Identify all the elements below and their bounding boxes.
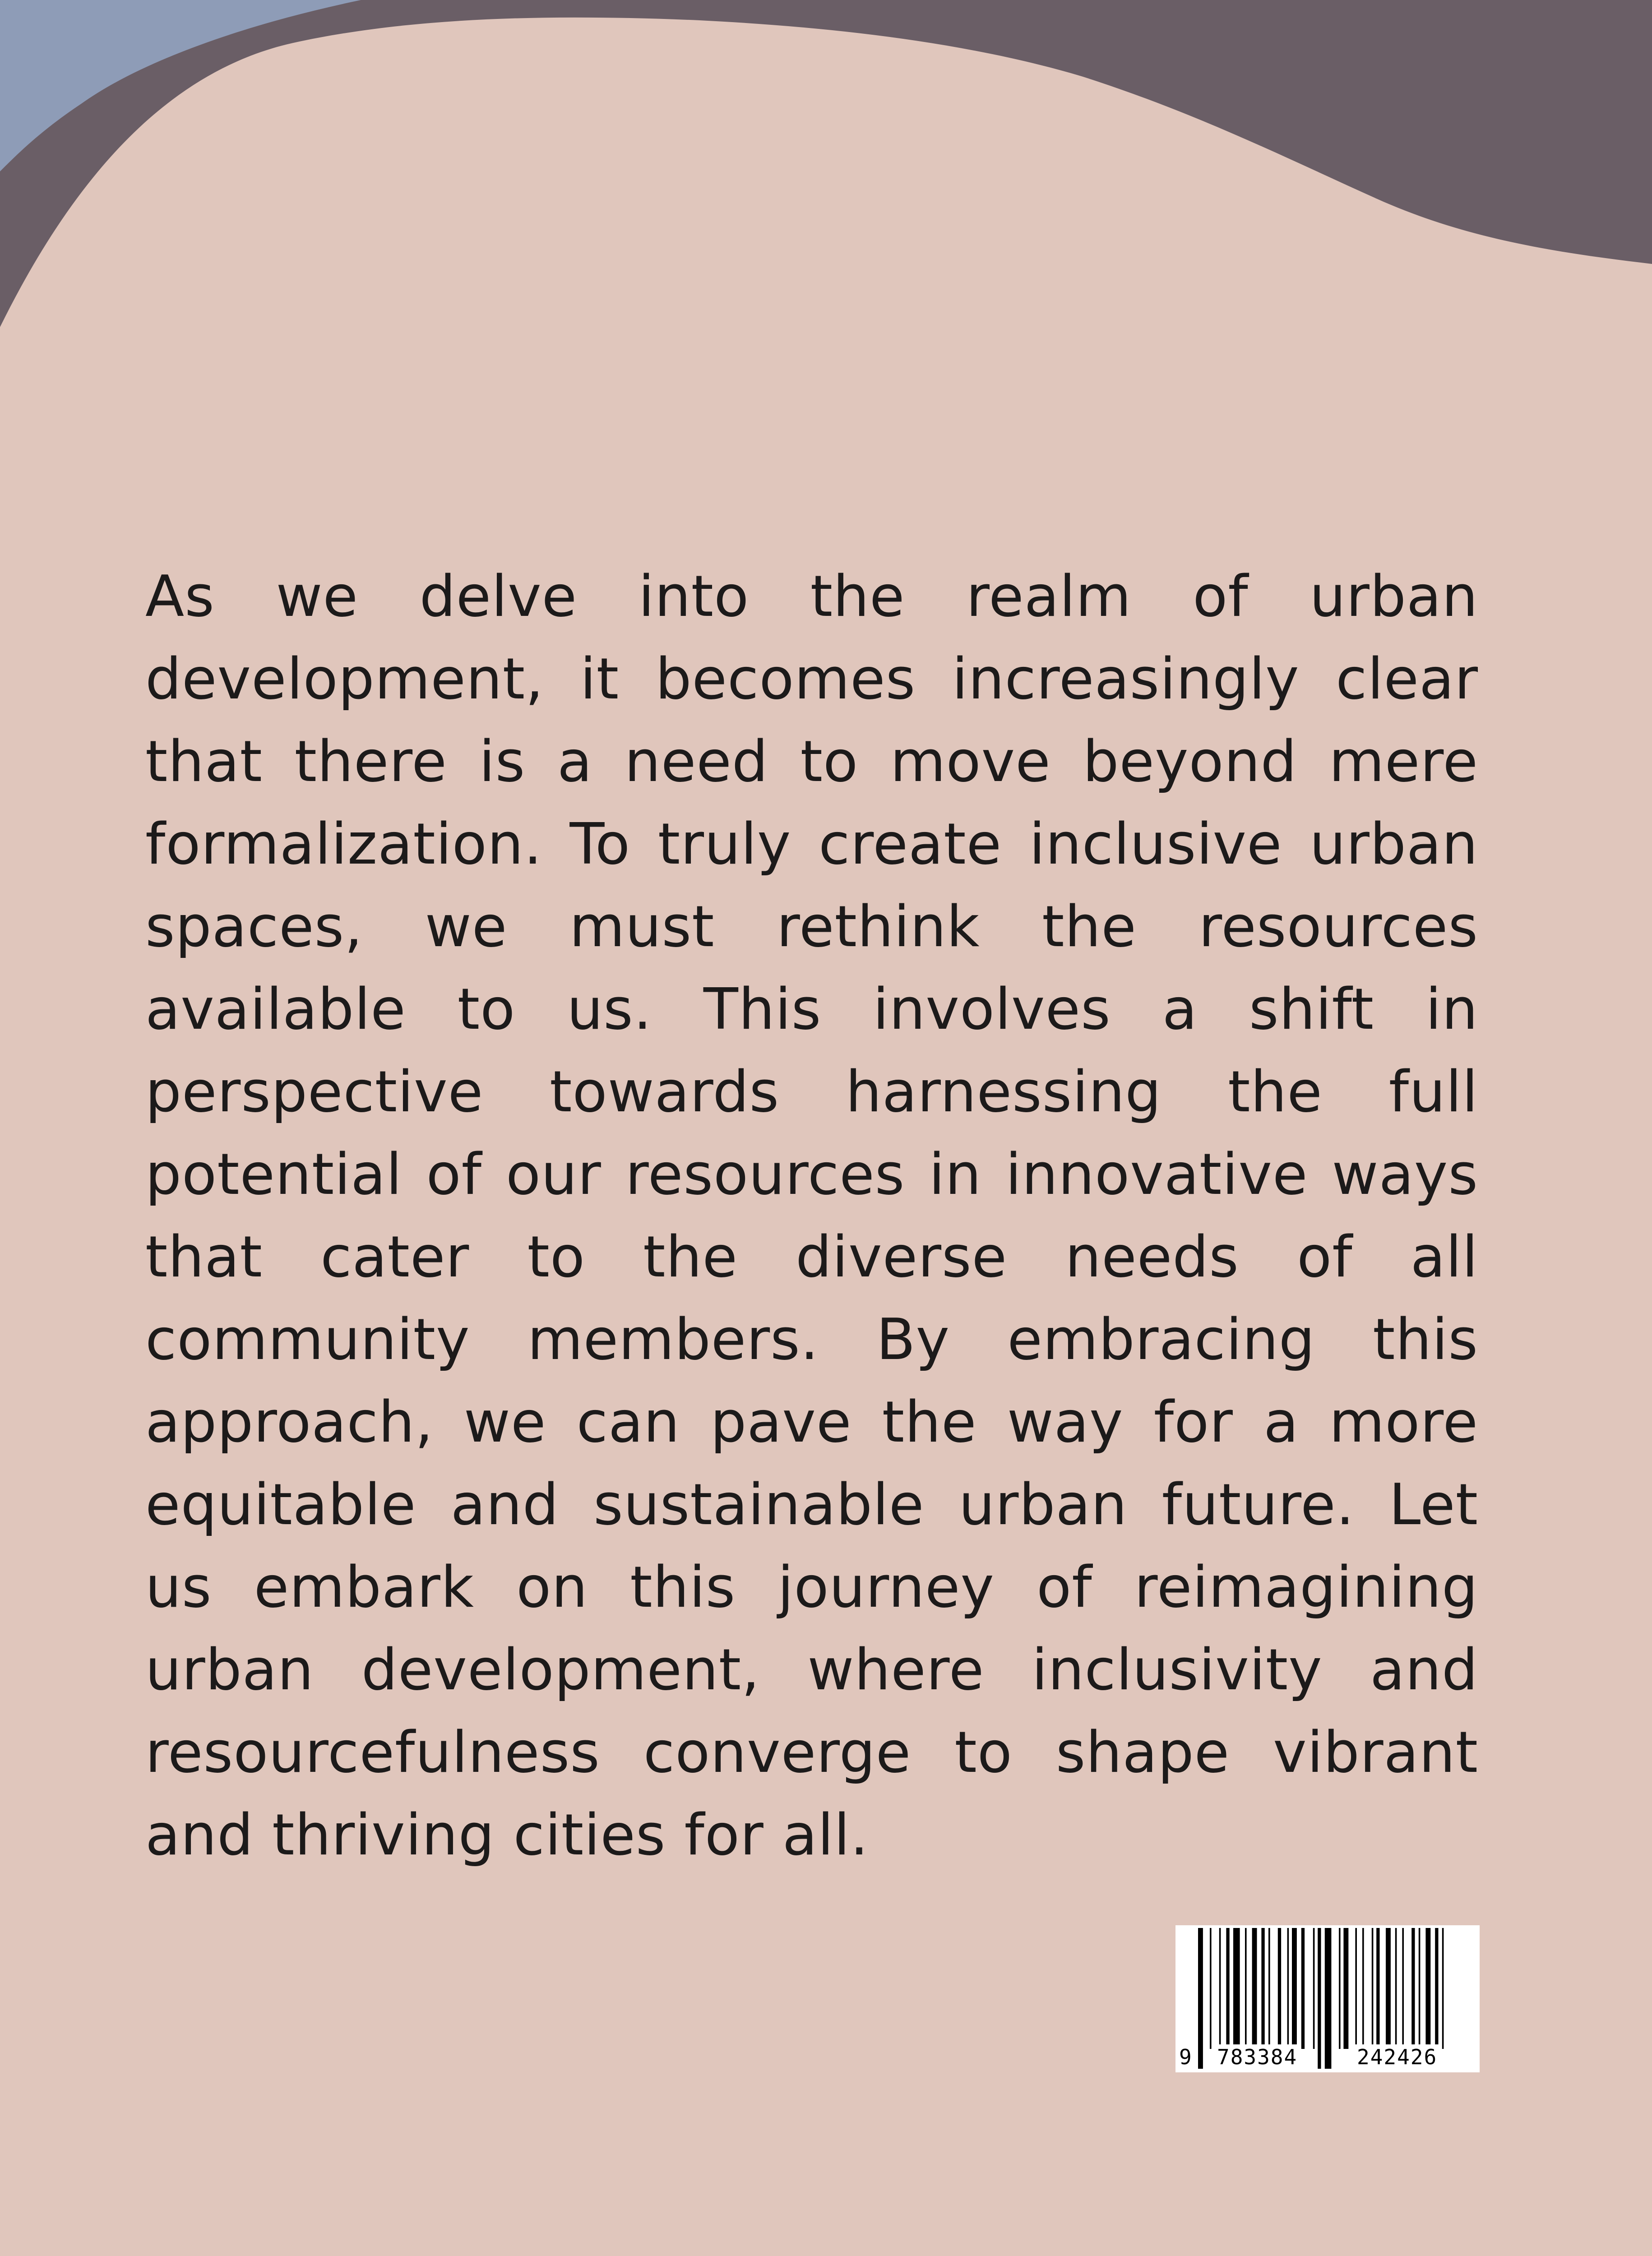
- barcode-bar: [1372, 1928, 1374, 2049]
- barcode-bar: [1252, 1928, 1257, 2049]
- barcode-bar: [1425, 1928, 1430, 2049]
- barcode-bar: [1210, 1928, 1212, 2049]
- barcode-bar: [1261, 1928, 1264, 2049]
- barcode-bar: [1395, 1928, 1397, 2049]
- barcode-right-digits: 242426: [1355, 2044, 1439, 2070]
- barcode-bar: [1376, 1928, 1379, 2049]
- barcode-bar: [1226, 1928, 1229, 2049]
- barcode-bar: [1233, 1928, 1240, 2049]
- barcode-bar: [1339, 1928, 1341, 2049]
- back-cover-blurb: As we delve into the realm of urban development, it becomes increasingly clear that there is a need to move beyond mere formalization. To truly create inclusive urban spaces, we must rethink the resources available to us. This involves a shift in perspective towards harnessing the full potential of our resources in innovative ways that cater to the diverse needs of all community members. By embracing this approach, we can pave the way for a more equitable and sustainable urban future. Let us embark on this journey of reimagining urban development, where inclusivity and resourcefulness converge to shape vibrant and thriving cities for all.: [145, 563, 1478, 1868]
- dark-wave-band: [0, 0, 1652, 327]
- barcode-bar: [1268, 1928, 1270, 2049]
- barcode-bar: [1278, 1928, 1281, 2049]
- barcode-bar: [1245, 1928, 1247, 2049]
- decorative-wave-header: [0, 0, 1652, 334]
- barcode-bar: [1287, 1928, 1289, 2049]
- isbn-barcode: [1175, 1925, 1480, 2072]
- barcode-bar: [1301, 1928, 1305, 2049]
- barcode-bar: [1343, 1928, 1348, 2049]
- barcode-bar: [1419, 1928, 1421, 2049]
- barcode-bar: [1411, 1928, 1415, 2049]
- barcode-bar: [1435, 1928, 1438, 2049]
- barcode-bar: [1219, 1928, 1221, 2049]
- barcode-digits: [1175, 2044, 1480, 2070]
- barcode-bar: [1355, 1928, 1357, 2049]
- barcode-bar: [1292, 1928, 1297, 2049]
- barcode-bar: [1362, 1928, 1364, 2049]
- barcode-lead-digit: 9: [1177, 2044, 1194, 2070]
- barcode-bar: [1313, 1928, 1315, 2049]
- barcode-bar: [1386, 1928, 1391, 2049]
- barcode-bar: [1402, 1928, 1404, 2049]
- barcode-bar: [1442, 1928, 1444, 2049]
- barcode-left-digits: 783384: [1215, 2044, 1299, 2070]
